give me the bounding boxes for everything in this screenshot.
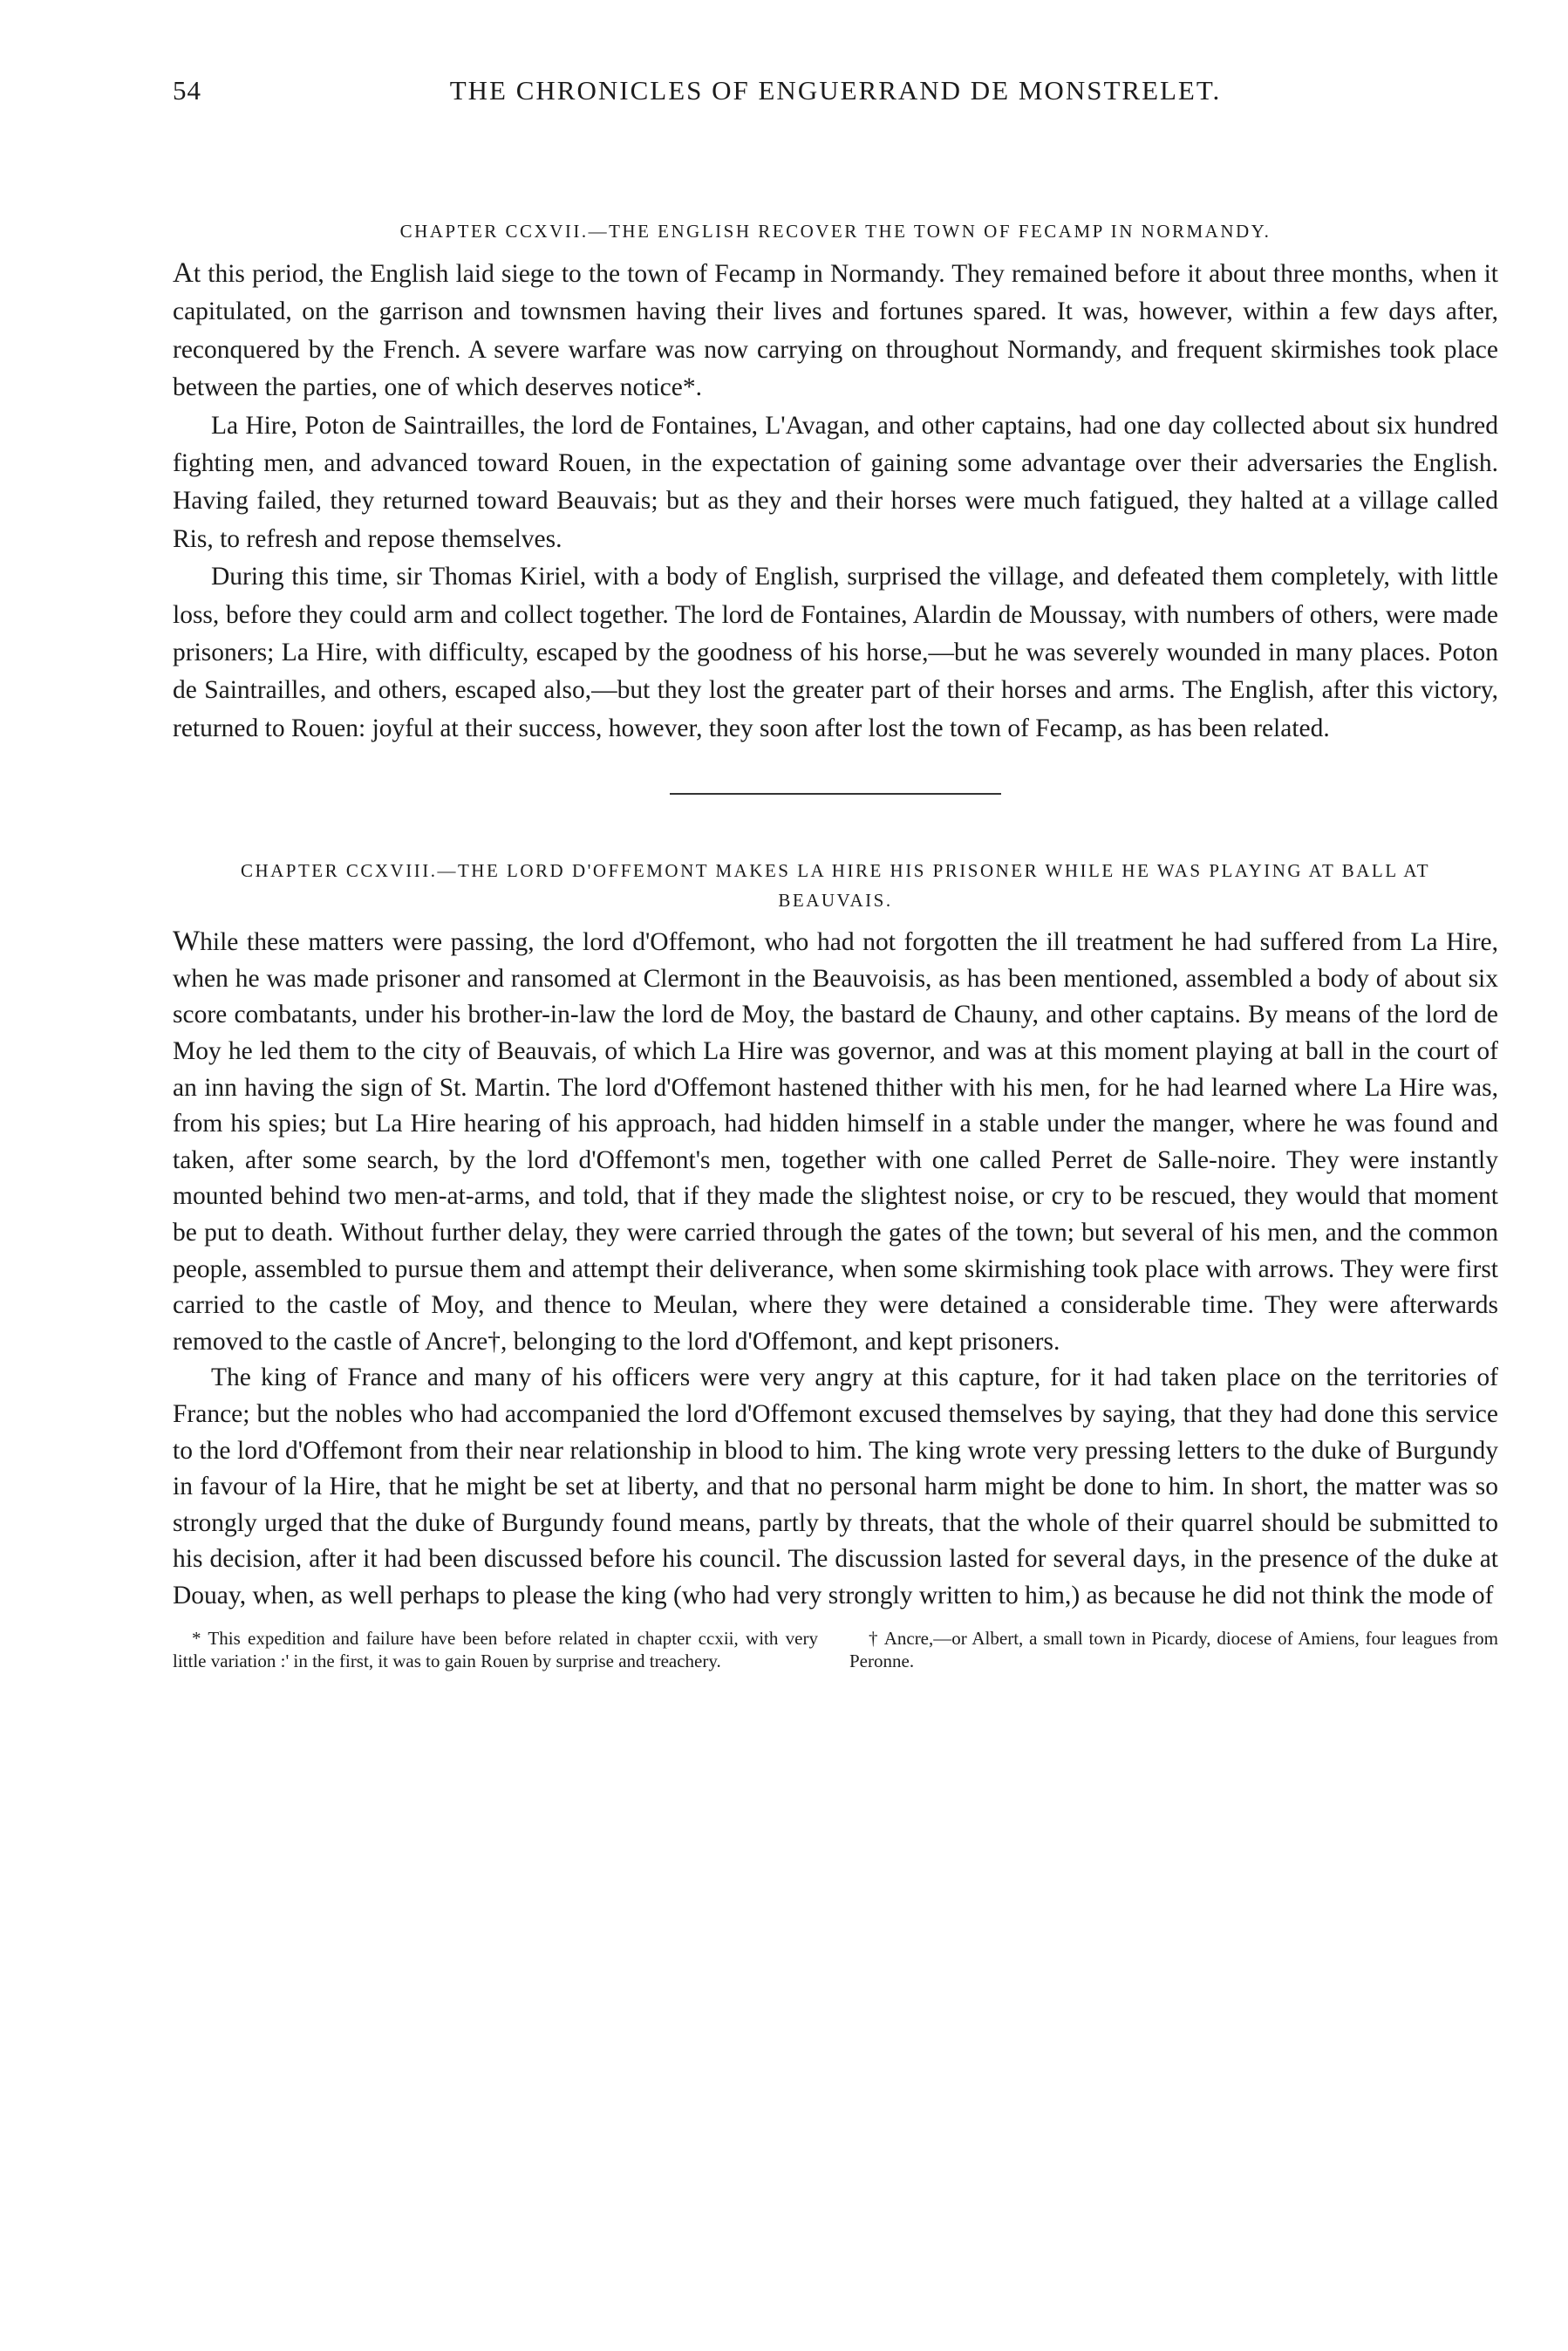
footnotes (173, 1627, 1498, 1672)
chapter-217-paragraph-3: During this time, sir Thomas Kiriel, with a body of English, surprised the village, and defeated them completely, with little loss, before they could arm and collect together. The lord de Fontaines, Alardin de Moussay, with numbers of others, were made prisoners; La Hire, with difficulty, escaped by the goodness of his horse,—but he was severely wounded in many places. Poton de Saintrailles, and others, escaped also,—but they lost the greater part of their horses and arms. The English, after this victory, returned to Rouen: joyful at their success, however, they soon after lost the town of Fecamp, as has been related. (173, 563, 1498, 742)
chapter-218-heading: CHAPTER CCXVIII.—THE LORD D'OFFEMONT MAKES LA HIRE HIS PRISONER WHILE HE WAS PLAYING AT BALL AT BEAUVAIS. (240, 860, 1431, 912)
chapter-218-paragraph-2: The king of France and many of his officers were very angry at this capture, for it had taken place on the territories of France; but the nobles who had accompanied the lord d'Offemont excused themselves by saying, that they had done this service to the lord d'Offemont from their near relationship in blood to him. The king wrote very pressing letters to the duke of Burgundy in favour of la Hire, that he might be set at liberty, and that no personal harm might be done to him. In short, the matter was so strongly urged that the duke of Burgundy found means, partly by threats, that the whole of their quarrel should be submitted to his decision, after it had been discussed before his council. The discussion lasted for several days, in the presence of the duke at Douay, when, as well perhaps to please the king (who had very strongly written to him,) as because he did not think the mode of (173, 1363, 1498, 1609)
chapter-218-paragraph-1: While these matters were passing, the lord d'Offemont, who had not forgotten the ill treatment he had suffered from La Hire, when he was made prisoner and ransomed at Clermont in the Beauvoisis, as has been mentioned, assembled a body of about six score combatants, under his brother-in-law the lord de Moy, the bastard de Chauny, and other captains. By means of the lord de Moy he led them to the city of Beauvais, of which La Hire was governor, and was at this moment playing at ball in the court of an inn having the sign of St. Martin. The lord d'Offemont hastened thither with his men, for he had learned where La Hire was, from his spies; but La Hire hearing of his approach, had hidden himself in a stable under the manger, where he was found and taken, after some search, by the lord d'Offemont's men, together with one called Perret de Salle-noire. They were instantly mounted behind two men-at-arms, and told, that if they made the slightest noise, or cry to be rescued, they would that moment be put to death. Without further delay, they were carried through the gates of the town; but several of his men, and the common people, assembled to pursue them and attempt their deliverance, when some skirmishing took place with arrows. They were first carried to the castle of Moy, and thence to Meulan, where they were detained a considerable time. They were afterwards removed to the castle of Ancre†, belonging to the lord d'Offemont, and kept prisoners. (173, 926, 1498, 1356)
footnote-dagger: † Ancre,—or Albert, a small town in Picardy, diocese of Amiens, four leagues from Peronne. (849, 1627, 1498, 1671)
footnote-asterisk: * This expedition and failure have been before related in chapter ccxii, with very little variation :' in the first, it was to gain Rouen by surprise and treachery. (173, 1627, 818, 1671)
page-number: 54 (173, 75, 201, 106)
running-title: THE CHRONICLES OF ENGUERRAND DE MONSTRELET. (449, 75, 1222, 106)
chapter-217-paragraph-1: At this period, the English laid siege to the town of Fecamp in Normandy. They remained before it about three months, when it capitulated, on the garrison and townsmen having their lives and fortunes spared. It was, however, within a few days after, reconquered by the French. A severe warfare was now carrying on throughout Normandy, and frequent skirmishes took place between the parties, one of which deserves notice*. (173, 257, 1498, 402)
chapter-218-body (173, 924, 1498, 1614)
chapter-217-heading: CHAPTER CCXVII.—THE ENGLISH RECOVER THE TOWN OF FECAMP IN NORMANDY. (399, 221, 1271, 242)
running-head (173, 68, 1498, 120)
chapter-divider-rule (670, 793, 1001, 795)
chapter-217-paragraph-2: La Hire, Poton de Saintrailles, the lord de Fontaines, L'Avagan, and other captains, had one day collected about six hundred fighting men, and advanced toward Rouen, in the expectation of gaining some advantage over their adversaries the English. Having failed, they returned toward Beauvais; but as they and their horses were much fatigued, they halted at a village called Ris, to refresh and repose themselves. (173, 411, 1498, 553)
chapter-217-body (173, 255, 1498, 748)
